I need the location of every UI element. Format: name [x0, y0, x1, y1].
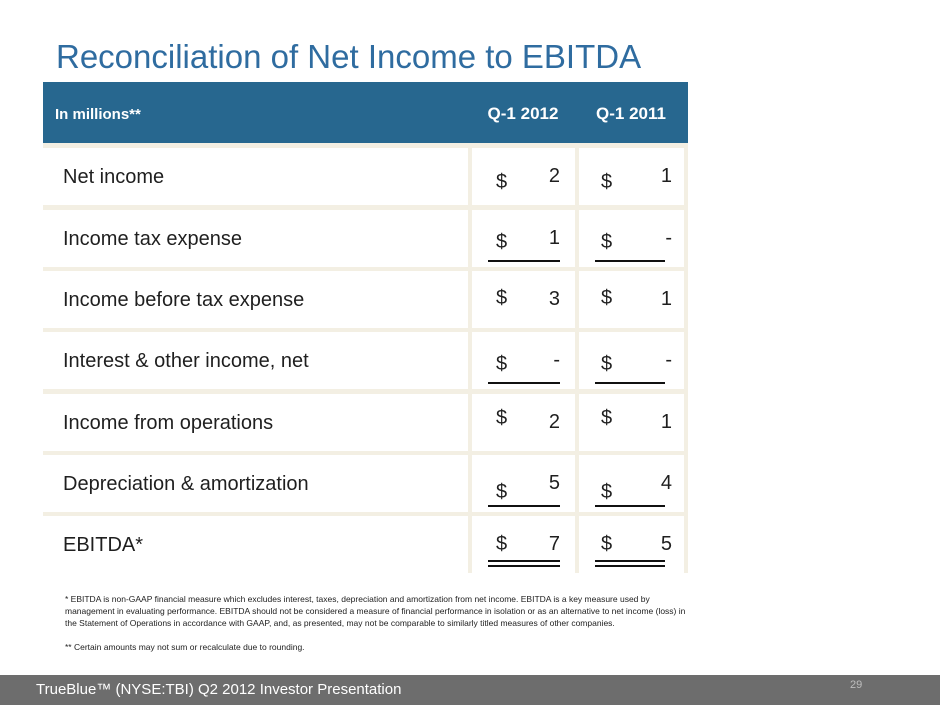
header-units-label: In millions**: [55, 106, 141, 123]
value-cell-q2: [579, 332, 684, 389]
footnotes: [65, 593, 695, 665]
reconciliation-table: [43, 82, 688, 573]
value-cell-q2: [579, 516, 684, 573]
value-cell-q2: [579, 394, 684, 451]
table-row: [43, 516, 688, 573]
row-label-cell: [43, 210, 468, 267]
header-col-q1-2012: Q-1 2012: [487, 104, 559, 123]
value-cell-q1: [472, 148, 575, 205]
dollar-sign: $: [601, 231, 613, 253]
table-row: [43, 332, 688, 389]
amount-value: 7: [548, 533, 560, 555]
amount-value: -: [665, 349, 672, 371]
value-cell-q1: [472, 394, 575, 451]
footnote-rounding: ** Certain amounts may not sum or recalculate due to rounding.: [65, 642, 305, 652]
underline: [488, 260, 560, 262]
value-cell-q2: [579, 210, 684, 267]
amount-value: 2: [548, 165, 560, 187]
amount-value: 4: [660, 472, 672, 494]
table-row: [43, 394, 688, 451]
row-label-cell: [43, 271, 468, 328]
dollar-sign: $: [601, 481, 613, 503]
row-label-cell: [43, 455, 468, 512]
table-row: [43, 210, 688, 267]
amount-value: 1: [548, 227, 560, 249]
dollar-sign: $: [496, 353, 508, 375]
table-header: [43, 82, 688, 143]
value-cell-q1: [472, 210, 575, 267]
underline: [595, 260, 665, 262]
underline: [488, 382, 560, 384]
header-col-q1-2011: Q-1 2011: [596, 104, 666, 123]
underline: [595, 505, 665, 507]
dollar-sign: $: [601, 533, 613, 555]
dollar-sign: $: [601, 407, 613, 429]
dollar-sign: $: [601, 353, 613, 375]
amount-value: 5: [548, 472, 560, 494]
dollar-sign: $: [601, 287, 613, 309]
value-cell-q2: [579, 148, 684, 205]
row-label: Interest & other income, net: [63, 350, 309, 372]
amount-value: 2: [548, 411, 560, 433]
underline: [595, 382, 665, 384]
amount-value: -: [665, 227, 672, 249]
row-label: EBITDA*: [63, 534, 144, 556]
dollar-sign: $: [496, 533, 508, 555]
underline: [595, 560, 665, 562]
value-cell-q1: [472, 516, 575, 573]
row-label: Income before tax expense: [63, 289, 305, 311]
value-cell-q2: [579, 455, 684, 512]
row-label: Income tax expense: [63, 228, 242, 250]
table-row: [43, 271, 688, 328]
dollar-sign: $: [496, 231, 508, 253]
underline: [488, 565, 560, 567]
dollar-sign: $: [496, 481, 508, 503]
value-cell-q2: [579, 271, 684, 328]
row-label-cell: [43, 148, 468, 205]
row-label: Income from operations: [63, 412, 274, 434]
value-cell-q1: [472, 455, 575, 512]
underline: [488, 560, 560, 562]
amount-value: 5: [660, 533, 672, 555]
footer-bar: [0, 675, 940, 705]
dollar-sign: $: [496, 171, 508, 193]
amount-value: 1: [660, 165, 672, 187]
amount-value: 1: [660, 288, 672, 310]
underline: [488, 505, 560, 507]
page-number: 29: [850, 679, 863, 691]
value-cell-q1: [472, 271, 575, 328]
amount-value: 3: [548, 288, 560, 310]
dollar-sign: $: [601, 171, 613, 193]
amount-value: 1: [660, 411, 672, 433]
underline: [595, 565, 665, 567]
page-title: Reconciliation of Net Income to EBITDA: [56, 38, 642, 75]
value-cell-q1: [472, 332, 575, 389]
row-label-cell: [43, 516, 468, 573]
dollar-sign: $: [496, 407, 508, 429]
dollar-sign: $: [496, 287, 508, 309]
row-label-cell: [43, 394, 468, 451]
amount-value: -: [553, 349, 560, 371]
row-label-cell: [43, 332, 468, 389]
row-label: Net income: [63, 166, 165, 188]
table-row: [43, 148, 688, 205]
row-label: Depreciation & amortization: [63, 473, 309, 495]
footer-text: TrueBlue™ (NYSE:TBI) Q2 2012 Investor Presentation: [36, 681, 402, 698]
footnote-ebitda: * EBITDA is non-GAAP financial measure which excludes interest, taxes, depreciation and amortization from net income. EBITDA is a key measure used by management in evaluating performance. EBITDA should not be considered a measure of financial performance in isolation or as an alternative to net income (loss) in the Statement of Operations in accordance with GAAP, and, as presented, may not be comparable to similarly titled measures of other companies.: [65, 594, 686, 628]
table-row: [43, 455, 688, 512]
